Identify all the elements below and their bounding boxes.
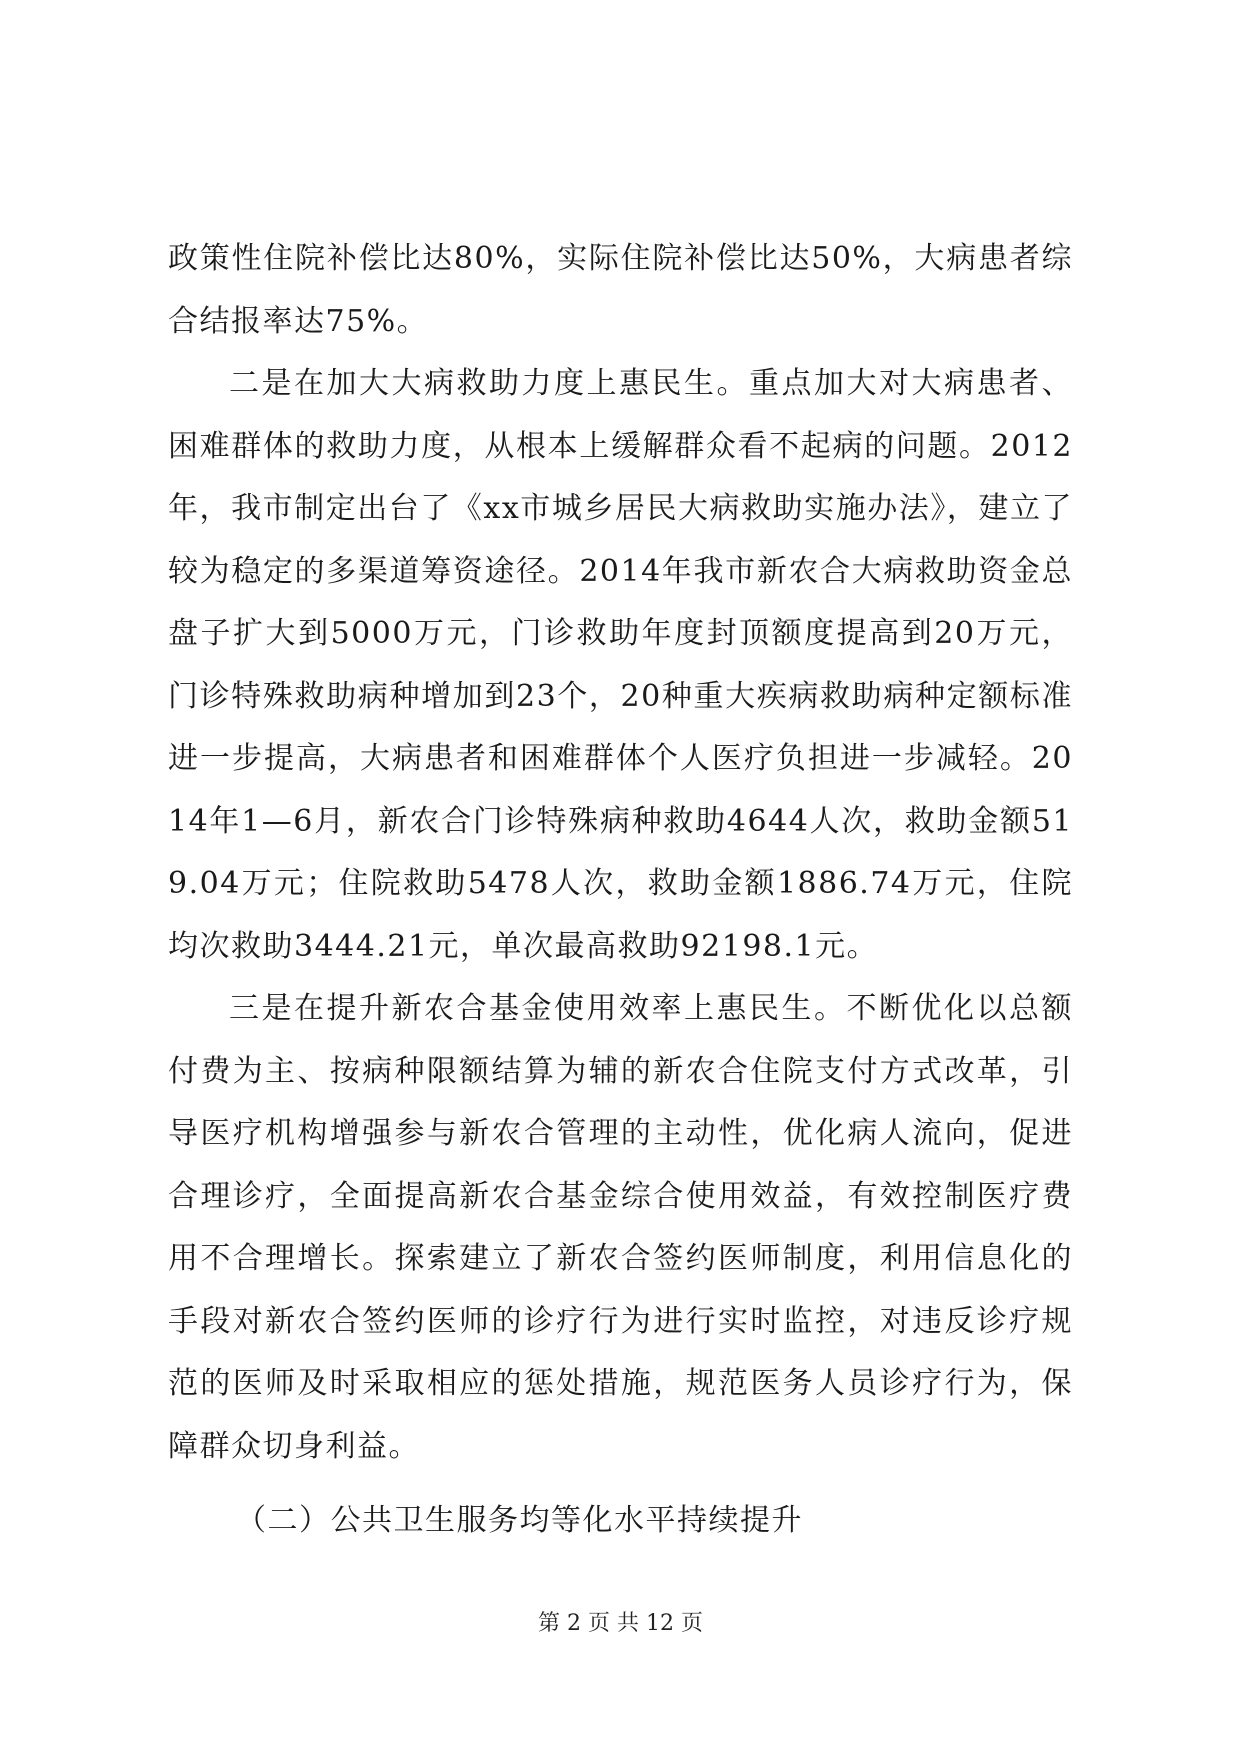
paragraph-major-illness-aid: 二是在加大大病救助力度上惠民生。重点加大对大病患者、困难群体的救助力度，从根本上缓解群众看不起病的问题。2012年，我市制定出台了《xx市城乡居民大病救助实施办法》，建立了较为稳定的多渠道筹资途径。2014年我市新农合大病救助资金总盘子扩大到5000万元，门诊救助年度封顶额度提高到20万元，门诊特殊救助病种增加到23个，20种重大疾病救助病种定额标准进一步提高，大病患者和困难群体个人医疗负担进一步减轻。2014年1—6月，新农合门诊特殊病种救助4644人次，救助金额519.04万元；住院救助5478人次，救助金额1886.74万元，住院均次救助3444.21元，单次最高救助92198.1元。 xyxy=(168,366,1073,964)
page-number-footer: 第 2 页 共 12 页 xyxy=(538,1611,703,1636)
section-heading: （二）公共卫生服务均等化水平持续提升 xyxy=(236,1503,803,1538)
document-body xyxy=(168,228,1073,1553)
paragraph-fund-efficiency: 三是在提升新农合基金使用效率上惠民生。不断优化以总额付费为主、按病种限额结算为辅的新农合住院支付方式改革，引导医疗机构增强参与新农合管理的主动性，优化病人流向，促进合理诊疗，全面提高新农合基金综合使用效益，有效控制医疗费用不合理增长。探索建立了新农合签约医师制度，利用信息化的手段对新农合签约医师的诊疗行为进行实时监控，对违反诊疗规范的医师及时采取相应的惩处措施，规范医务人员诊疗行为，保障群众切身利益。 xyxy=(168,991,1073,1464)
paragraph-compensation-rates: 政策性住院补偿比达80%，实际住院补偿比达50%，大病患者综合结报率达75%。 xyxy=(168,241,1073,339)
